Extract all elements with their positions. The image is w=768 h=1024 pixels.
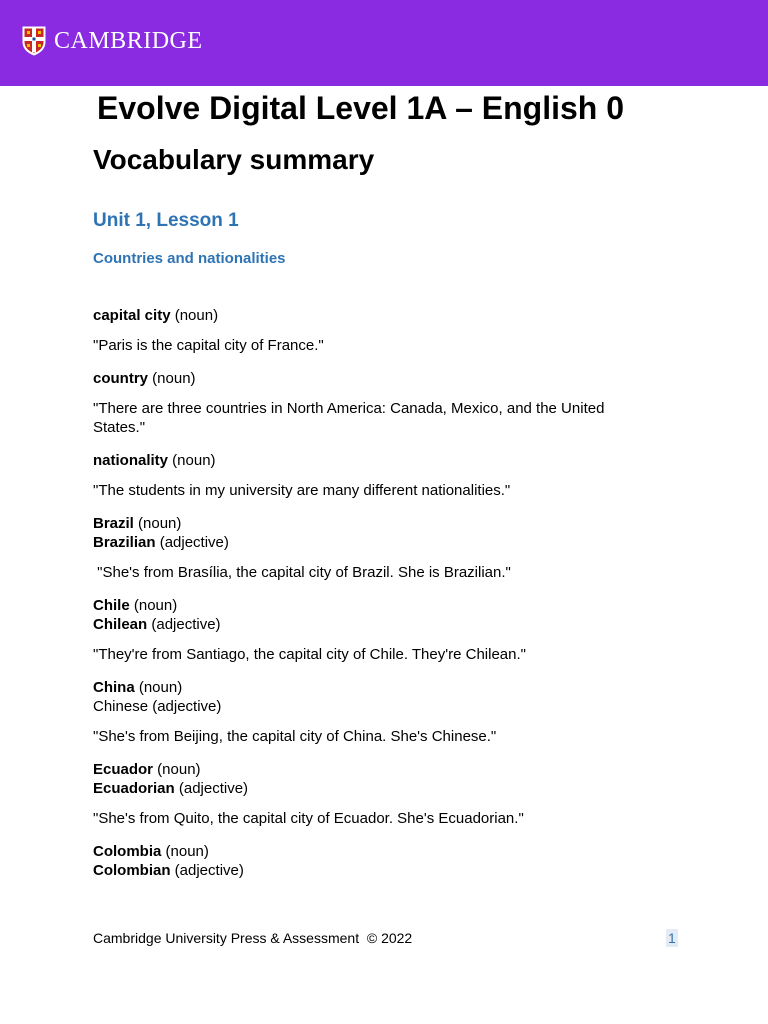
vocabulary-entry [93,760,653,828]
term-line [93,861,653,880]
section-heading: Countries and nationalities [93,250,286,267]
term-line [93,760,653,779]
term-line [93,615,653,634]
vocabulary-entry [93,451,653,500]
example-sentence: "There are three countries in North America: Canada, Mexico, and the United States." [93,400,609,436]
example-sentence: "They're from Santiago, the capital city of Chile. They're Chilean." [93,646,526,663]
unit-heading: Unit 1, Lesson 1 [93,210,239,231]
term-line [93,514,653,533]
term-word: Brazilian [93,534,156,551]
term-word: Ecuadorian [93,780,175,797]
part-of-speech: (noun) [134,679,183,696]
term-word: Brazil [93,515,134,532]
example-sentence: "She's from Quito, the capital city of Ecuador. She's Ecuadorian." [93,810,524,827]
term-line [93,369,653,388]
term-word: nationality [93,452,169,469]
example-sentence: "She's from Brasília, the capital city of Brazil. She is Brazilian." [93,564,511,581]
term-line [93,697,653,716]
term-word: Chilean [93,616,148,633]
example-sentence: "The students in my university are many different nationalities." [93,482,511,499]
part-of-speech: (noun) [170,307,219,324]
part-of-speech: (adjective) [170,862,244,879]
part-of-speech: (adjective) [174,780,249,797]
term-line [93,842,653,861]
term-word: China [93,679,135,696]
document-title: Evolve Digital Level 1A – English 0 [97,90,624,126]
vocabulary-entry [93,514,653,582]
part-of-speech: (noun) [148,370,196,387]
part-of-speech: (noun) [168,452,216,469]
vocabulary-entry [93,369,653,437]
cambridge-logo [22,26,203,56]
vocabulary-entry [93,306,653,355]
part-of-speech: Chinese (adjective) [93,698,222,715]
term-word: Ecuador [93,761,154,778]
vocabulary-entry [93,678,653,746]
part-of-speech: (adjective) [147,616,221,633]
vocabulary-entry [93,842,653,880]
term-line [93,779,653,798]
term-word: Colombian [93,862,171,879]
example-sentence: "Paris is the capital city of France." [93,337,324,354]
term-line [93,451,653,470]
term-line [93,596,653,615]
document-subtitle: Vocabulary summary [93,144,375,175]
term-word: Colombia [93,843,162,860]
part-of-speech: (adjective) [155,534,229,551]
footer-copyright: Cambridge University Press & Assessment © 2022 [93,930,413,946]
term-word: capital city [93,307,171,324]
brand-name: CAMBRIDGE [54,28,203,54]
page-number: 1 [668,930,676,946]
term-line [93,306,653,325]
example-sentence: "She's from Beijing, the capital city of China. She's Chinese." [93,728,497,745]
term-word: Chile [93,597,130,614]
vocabulary-entry [93,596,653,664]
part-of-speech: (noun) [153,761,201,778]
term-word: country [93,370,149,387]
part-of-speech: (noun) [129,597,178,614]
term-line [93,533,653,552]
part-of-speech: (noun) [161,843,209,860]
header-bar [0,0,768,86]
cambridge-shield-icon [22,26,46,56]
vocabulary-list [93,306,653,894]
part-of-speech: (noun) [133,515,182,532]
term-line [93,678,653,697]
